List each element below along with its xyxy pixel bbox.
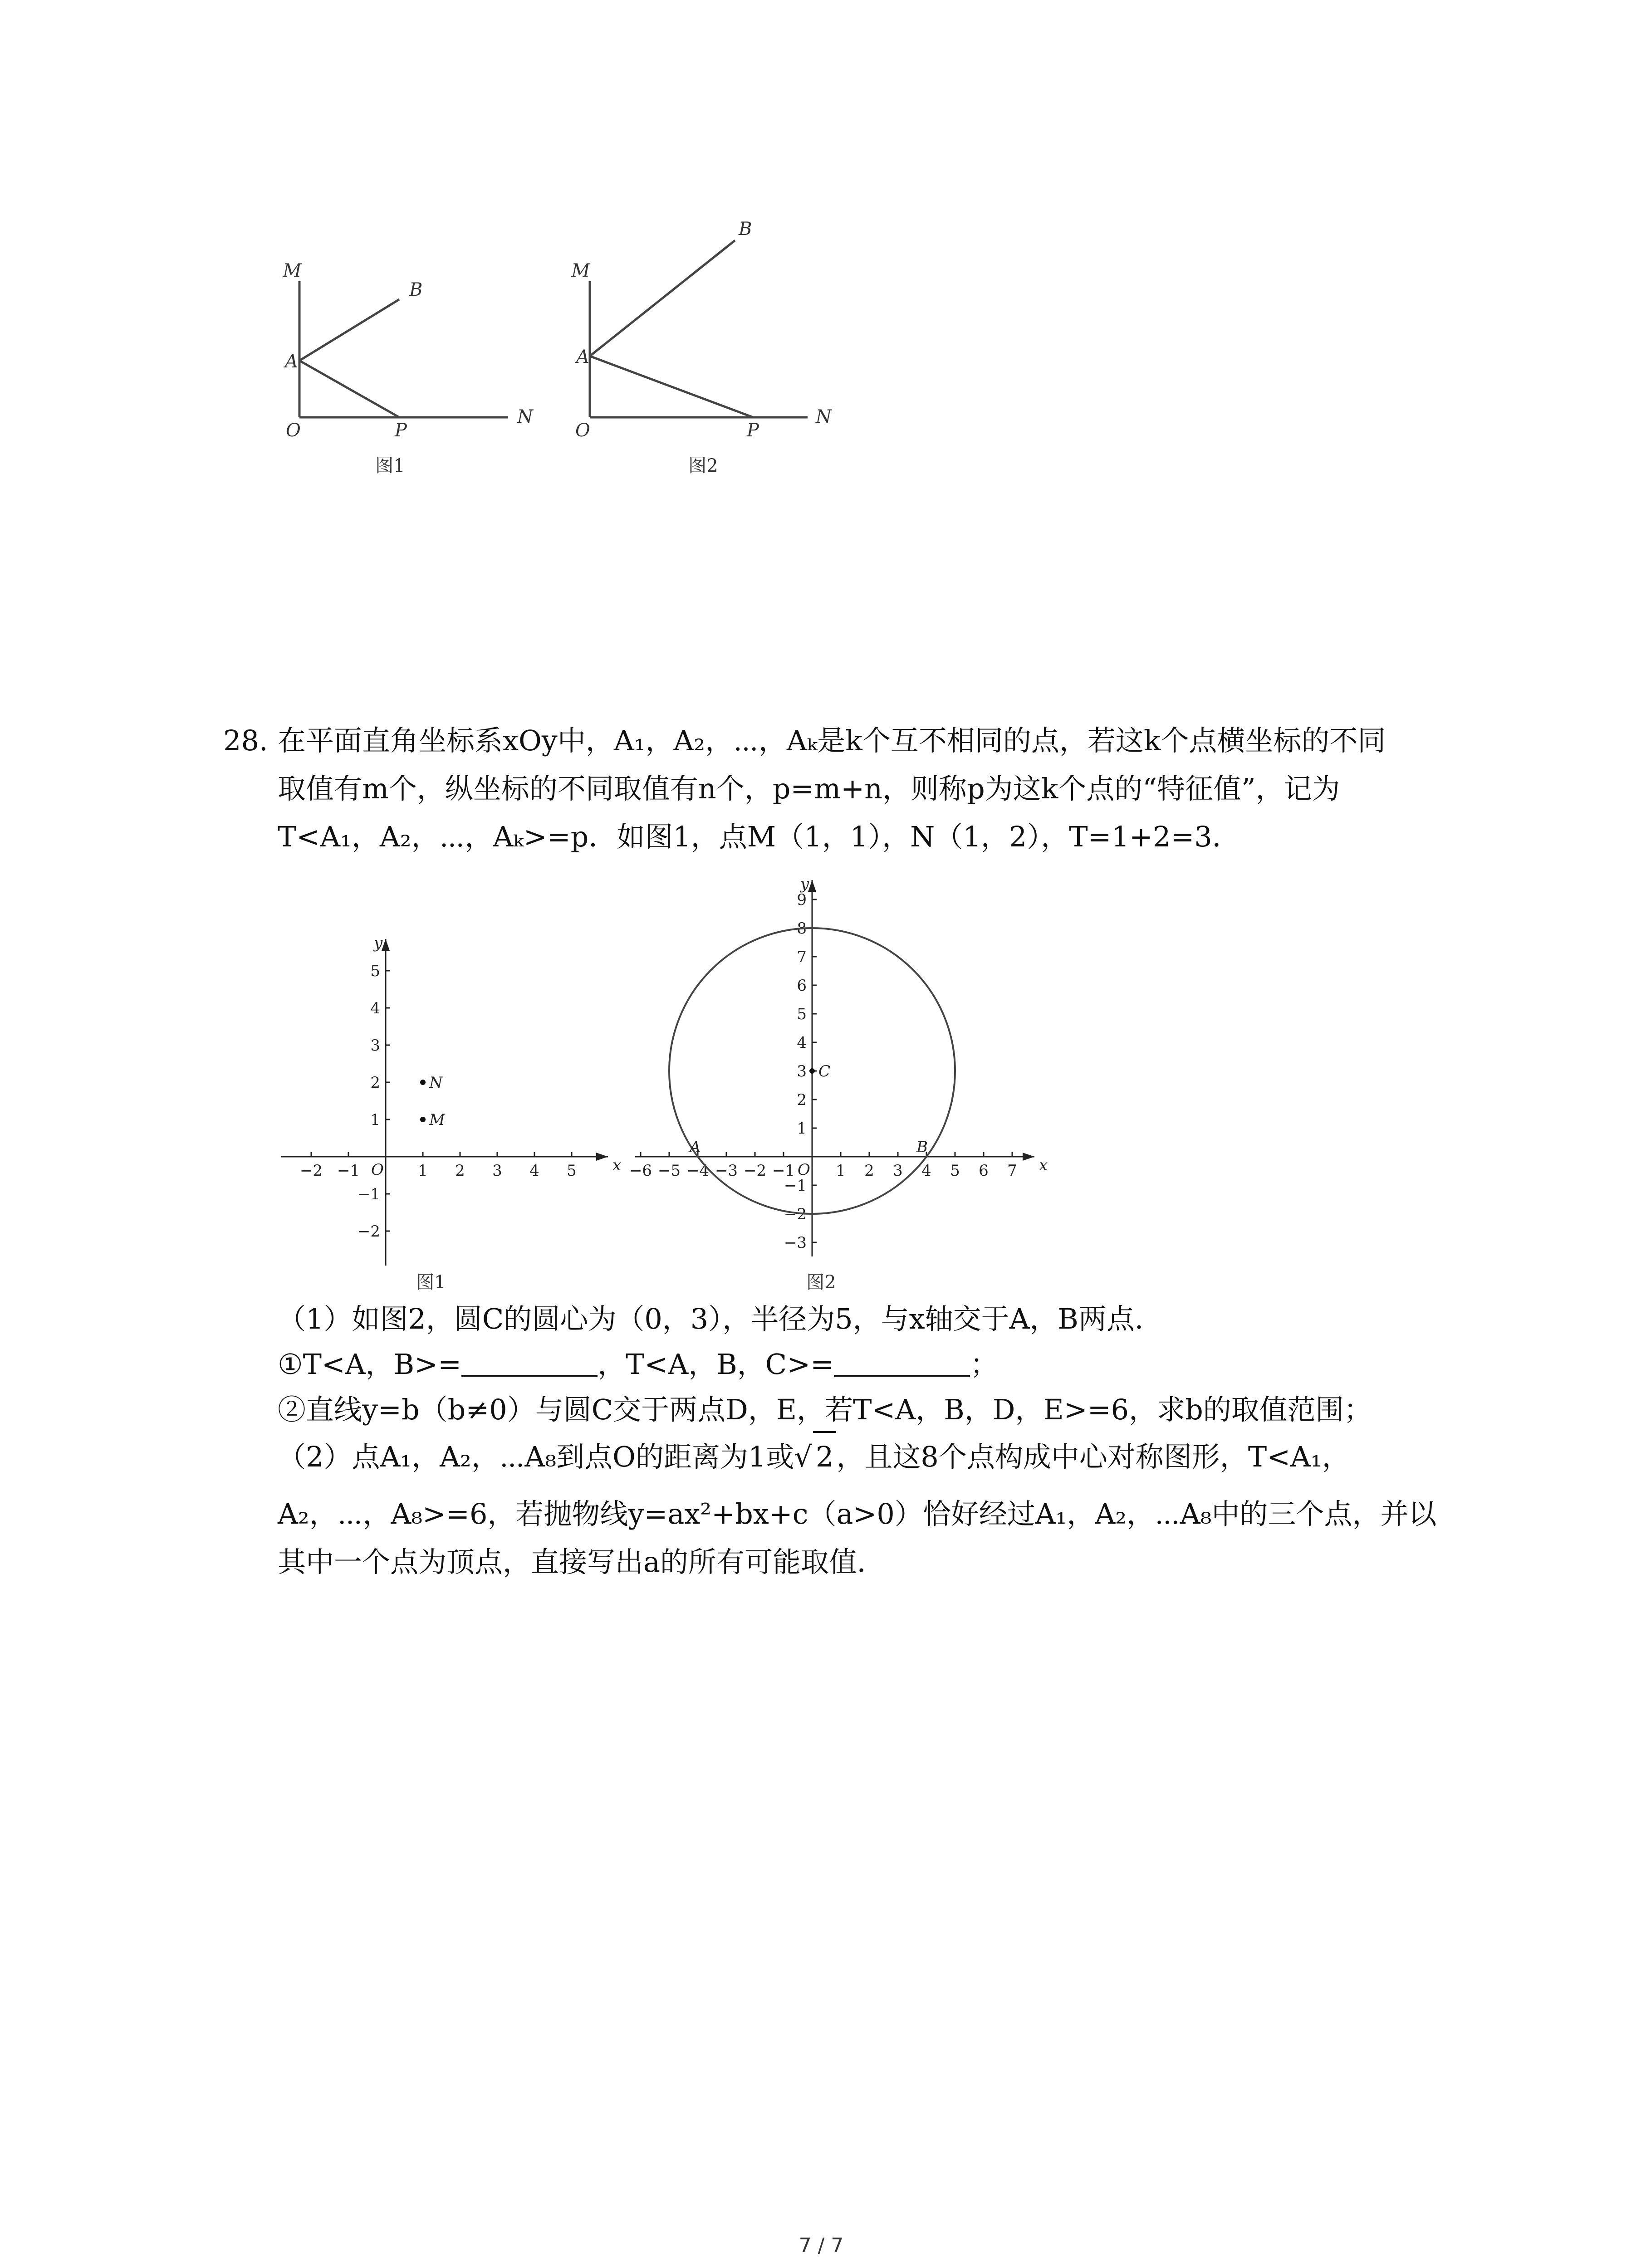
x-tick-label: −6 [629, 1162, 652, 1180]
point-label-M: M [429, 1111, 445, 1129]
question-line-3: T<A₁，A₂，⋯，Aₖ>=p．如图1，点M（1，1），N（1，2），T=1+2=3． [278, 820, 1240, 853]
fig1-label-M: M [283, 260, 302, 281]
fig2-label-A: A [576, 347, 589, 367]
question-28 [0, 717, 1641, 866]
x-tick-label: 3 [893, 1162, 903, 1180]
x-tick-label: 2 [455, 1162, 465, 1180]
part-2-line-1 [278, 1431, 1350, 1481]
y-tick-label: 1 [370, 1111, 380, 1129]
page-number: 7 / 7 [798, 2234, 844, 2257]
y-axis-label: y [374, 934, 383, 952]
question-parts [0, 1295, 1641, 1603]
x-tick-label: 4 [529, 1162, 539, 1180]
question-line-1: 在平面直角坐标系xOy中，A₁，A₂，⋯，Aₖ是k个互不相同的点，若这k个点横坐标的不同 [278, 724, 1386, 757]
y-tick-label: −1 [357, 1185, 380, 1203]
y-tick-label: −3 [784, 1234, 807, 1252]
x-tick-label: −1 [772, 1162, 795, 1180]
figure-caption: 图1 [416, 1272, 446, 1293]
point-label-B: B [916, 1138, 928, 1156]
part-1-1-text-b: ，T<A，B，C>= [598, 1348, 834, 1381]
part-2-line-2: A₂，⋯，A₈>=6，若抛物线y=ax²+bx+c（a>0）恰好经过A₁，A₂，⋯A₈中的三个点，并以 [278, 1497, 1437, 1530]
question-number: 28. [223, 724, 268, 757]
fig2-caption: 图2 [688, 455, 718, 476]
x-tick-label: −2 [299, 1162, 323, 1180]
x-tick-label: −2 [743, 1162, 767, 1180]
geometry-figure-1 [299, 281, 508, 417]
point-M [420, 1117, 426, 1122]
x-tick-label: 6 [979, 1162, 989, 1180]
x-tick-label: 5 [950, 1162, 960, 1180]
part-1-1-text-c: ； [970, 1348, 999, 1381]
y-tick-label: 5 [797, 1005, 807, 1023]
point-label-A: A [690, 1138, 701, 1156]
y-tick-label: 5 [370, 962, 380, 980]
fig1-label-N: N [517, 406, 533, 427]
part-1-1-text-a: ①T<A，B>= [278, 1348, 462, 1381]
x-tick-label: −1 [337, 1162, 360, 1180]
coordinate-figure-2 [626, 871, 1062, 1297]
part-2-text-a: （2）点A₁，A₂，⋯A₈到点O的距离为1或 [278, 1440, 794, 1473]
x-tick-label: −4 [686, 1162, 710, 1180]
answer-blank-1[interactable] [461, 1350, 598, 1377]
y-tick-label: 8 [797, 919, 807, 938]
answer-blank-2[interactable] [834, 1350, 970, 1377]
fig1-label-O: O [286, 420, 301, 441]
y-tick-label: 4 [370, 999, 380, 1017]
x-tick-label: 1 [836, 1162, 846, 1180]
point-N [420, 1080, 426, 1085]
fig2-label-B: B [739, 219, 752, 240]
fig1-caption: 图1 [375, 455, 405, 476]
x-axis-label: x [1039, 1156, 1048, 1174]
origin-label: O [371, 1161, 384, 1179]
y-tick-label: −2 [784, 1205, 807, 1223]
x-tick-label: 3 [492, 1162, 502, 1180]
part-1-subquestion-1 [278, 1340, 998, 1388]
x-tick-label: 1 [418, 1162, 428, 1180]
sqrt-radicand: 2 [813, 1431, 836, 1481]
fig1-label-A: A [285, 351, 298, 372]
y-tick-label: 3 [797, 1062, 807, 1080]
geometry-figures [263, 209, 889, 499]
x-axis-label: x [612, 1156, 622, 1174]
point-label-N: N [429, 1074, 443, 1092]
part-2-text-b: ，且这8个点构成中心对称图形，T<A₁， [836, 1440, 1350, 1473]
fig2-label-N: N [816, 406, 832, 427]
y-tick-label: 6 [797, 977, 807, 995]
figure-caption: 图2 [806, 1272, 836, 1293]
x-axis-arrow [596, 1153, 608, 1161]
geometry-figure-2 [590, 240, 808, 417]
fig2-label-P: P [747, 420, 759, 441]
fig1-label-B: B [409, 279, 423, 300]
y-tick-label: 7 [797, 948, 807, 966]
fig2-label-M: M [571, 260, 590, 281]
fig1-label-P: P [395, 420, 407, 441]
y-axis-label: y [800, 875, 809, 893]
y-tick-label: 4 [797, 1034, 807, 1052]
y-tick-label: −1 [784, 1177, 807, 1195]
y-tick-label: 2 [370, 1074, 380, 1092]
origin-label: O [798, 1161, 810, 1179]
x-axis-arrow [1023, 1153, 1034, 1161]
x-tick-label: −3 [715, 1162, 738, 1180]
coordinate-figure-1 [272, 921, 626, 1297]
y-axis-arrow [382, 939, 390, 951]
x-tick-label: 4 [921, 1162, 931, 1180]
sqrt-symbol: √ [794, 1440, 812, 1473]
y-tick-label: 2 [797, 1091, 807, 1109]
part-2-line-3: 其中一个点为顶点，直接写出a的所有可能取值． [278, 1545, 885, 1579]
fig2-label-O: O [575, 420, 590, 441]
y-axis-arrow [808, 880, 816, 892]
x-tick-label: 5 [567, 1162, 577, 1180]
y-tick-label: −2 [357, 1222, 380, 1241]
x-tick-label: 2 [864, 1162, 874, 1180]
part-1-subquestion-2: ②直线y=b（b≠0）与圆C交于两点D，E，若T<A，B，D，E>=6，求b的取值范围； [278, 1393, 1372, 1426]
point-C [809, 1068, 815, 1074]
x-tick-label: 7 [1007, 1162, 1017, 1180]
question-line-2: 取值有m个，纵坐标的不同取值有n个，p=m+n，则称p为这k个点的“特征值”，记为 [278, 772, 1340, 805]
x-tick-label: −5 [657, 1162, 681, 1180]
y-tick-label: 3 [370, 1036, 380, 1055]
y-tick-label: 1 [797, 1119, 807, 1138]
part-1-text: （1）如图2，圆C的圆心为（0，3），半径为5，与x轴交于A，B两点． [278, 1302, 1163, 1335]
y-tick-label: 9 [797, 891, 807, 909]
point-label-C: C [818, 1062, 831, 1080]
